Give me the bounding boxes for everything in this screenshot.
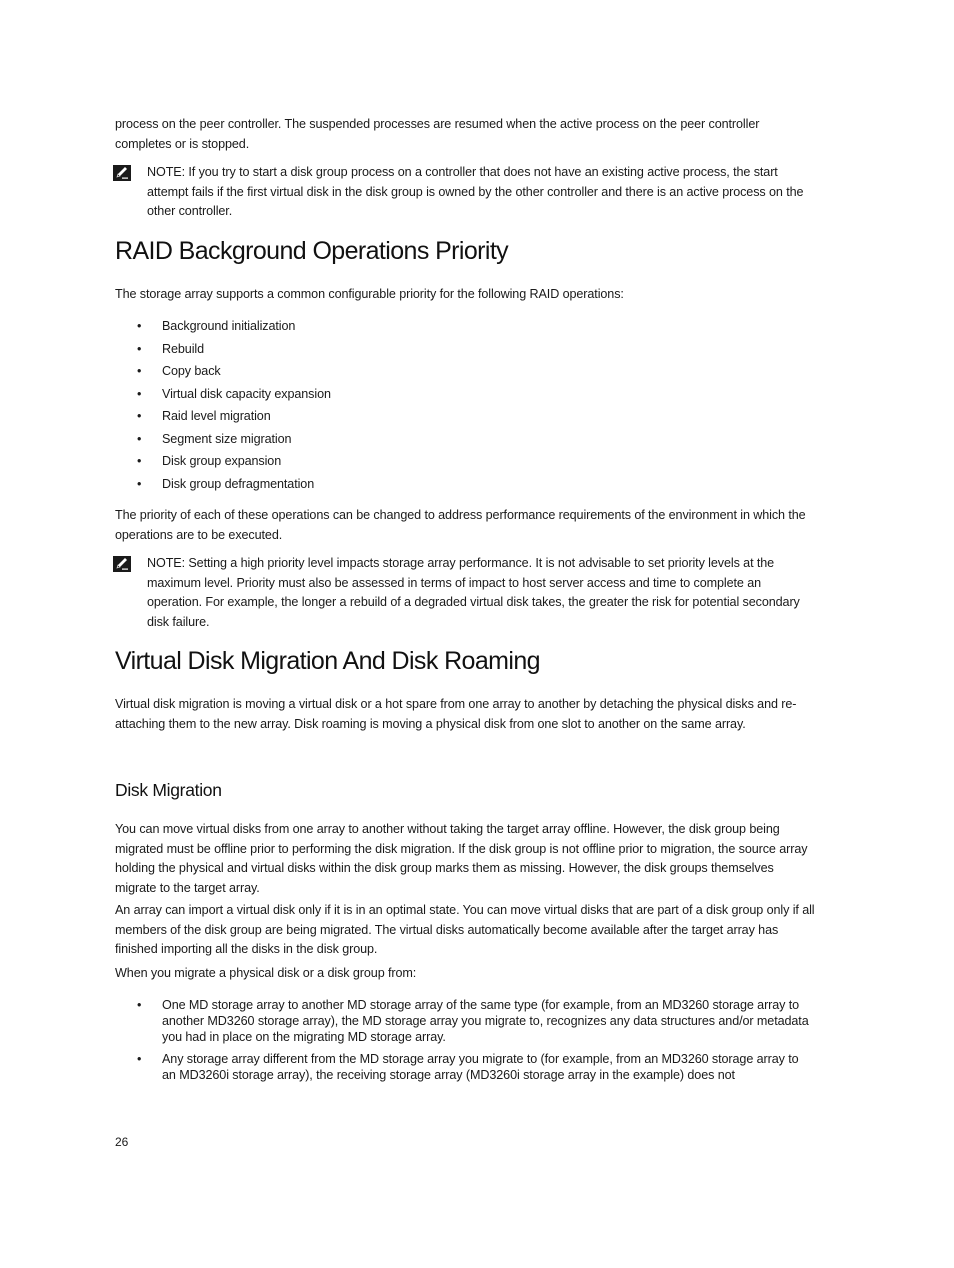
list-item: • Disk group expansion bbox=[137, 454, 282, 468]
subsection-p1: You can move virtual disks from one array to another without taking the target array offline. However, the disk group being migrated must be offline prior to performing the disk migration. If the disk group is not offline prior to migration, the source array holding the physical and virtual disks within the disk group marks them as missing. However, the disk groups themselves migrate to the target array. bbox=[115, 822, 808, 895]
section-title-raid-priority: RAID Background Operations Priority bbox=[115, 237, 509, 265]
section1-after: The priority of each of these operations can be changed to address performance requirements of the environment in which the operations are to be executed. bbox=[115, 508, 806, 542]
intro-paragraph: process on the peer controller. The suspended processes are resumed when the active process on the peer controller completes or is stopped. bbox=[115, 117, 760, 151]
list-item: • Segment size migration bbox=[137, 431, 292, 446]
note-label: NOTE: bbox=[147, 165, 185, 179]
list-item: • One MD storage array to another MD storage array of the same type (for example, from an MD3260 storage array to another MD3260 storage array), the MD storage array you migrate to, recognizes any data structures and/or metadata you had in place on the migrating MD storage array. bbox=[137, 998, 809, 1044]
migration-cases-list bbox=[115, 997, 815, 1089]
note-text: Setting a high priority level impacts storage array performance. It is not advisable to set priority levels at the maximum level. Priority must also be assessed in terms of impact to host server access and time to complete an operation. For example, the longer a rebuild of a degraded virtual disk takes, the greater the risk for potential secondary disk failure. bbox=[147, 556, 800, 629]
subsection-p2: An array can import a virtual disk only if it is in an optimal state. You can move virtual disks that are part of a disk group only if all members of the disk group are being migrated. The virtual disks automatically become available after the target array has finished importing all the disks in the disk group. bbox=[115, 903, 815, 956]
list-item: • Copy back bbox=[137, 364, 221, 378]
note-pencil-icon bbox=[113, 556, 131, 572]
list-item: • Background initialization bbox=[137, 319, 296, 333]
list-item: • Virtual disk capacity expansion bbox=[137, 386, 331, 401]
section2-intro: Virtual disk migration is moving a virtual disk or a hot spare from one array to another by detaching the physical disks and re-attaching them to the new array. Disk roaming is moving a physical disk from one slot to another on the same array. bbox=[115, 697, 797, 731]
note-text: If you try to start a disk group process on a controller that does not have an existing active process, the start attempt fails if the first virtual disk in the disk group is owned by the other controller and there is an active process on the other controller. bbox=[147, 165, 804, 218]
raid-operations-list bbox=[115, 315, 815, 495]
section-title-disk-migration-roaming: Virtual Disk Migration And Disk Roaming bbox=[115, 647, 540, 675]
note-label: NOTE: bbox=[147, 556, 185, 570]
page-number: 26 bbox=[115, 1135, 129, 1149]
list-item: • Any storage array different from the MD storage array you migrate to (for example, from an MD3260 storage array to an MD3260i storage array), the receiving storage array (MD3260i storage array in the example) does not bbox=[137, 1052, 799, 1082]
note-pencil-icon bbox=[113, 165, 131, 181]
subsection-title-disk-migration: Disk Migration bbox=[115, 780, 222, 800]
list-item: • Rebuild bbox=[137, 341, 205, 356]
list-item: • Disk group defragmentation bbox=[137, 476, 315, 491]
section1-intro: The storage array supports a common configurable priority for the following RAID operations: bbox=[115, 287, 624, 301]
list-item: • Raid level migration bbox=[137, 409, 271, 423]
subsection-p3: When you migrate a physical disk or a disk group from: bbox=[115, 966, 417, 980]
